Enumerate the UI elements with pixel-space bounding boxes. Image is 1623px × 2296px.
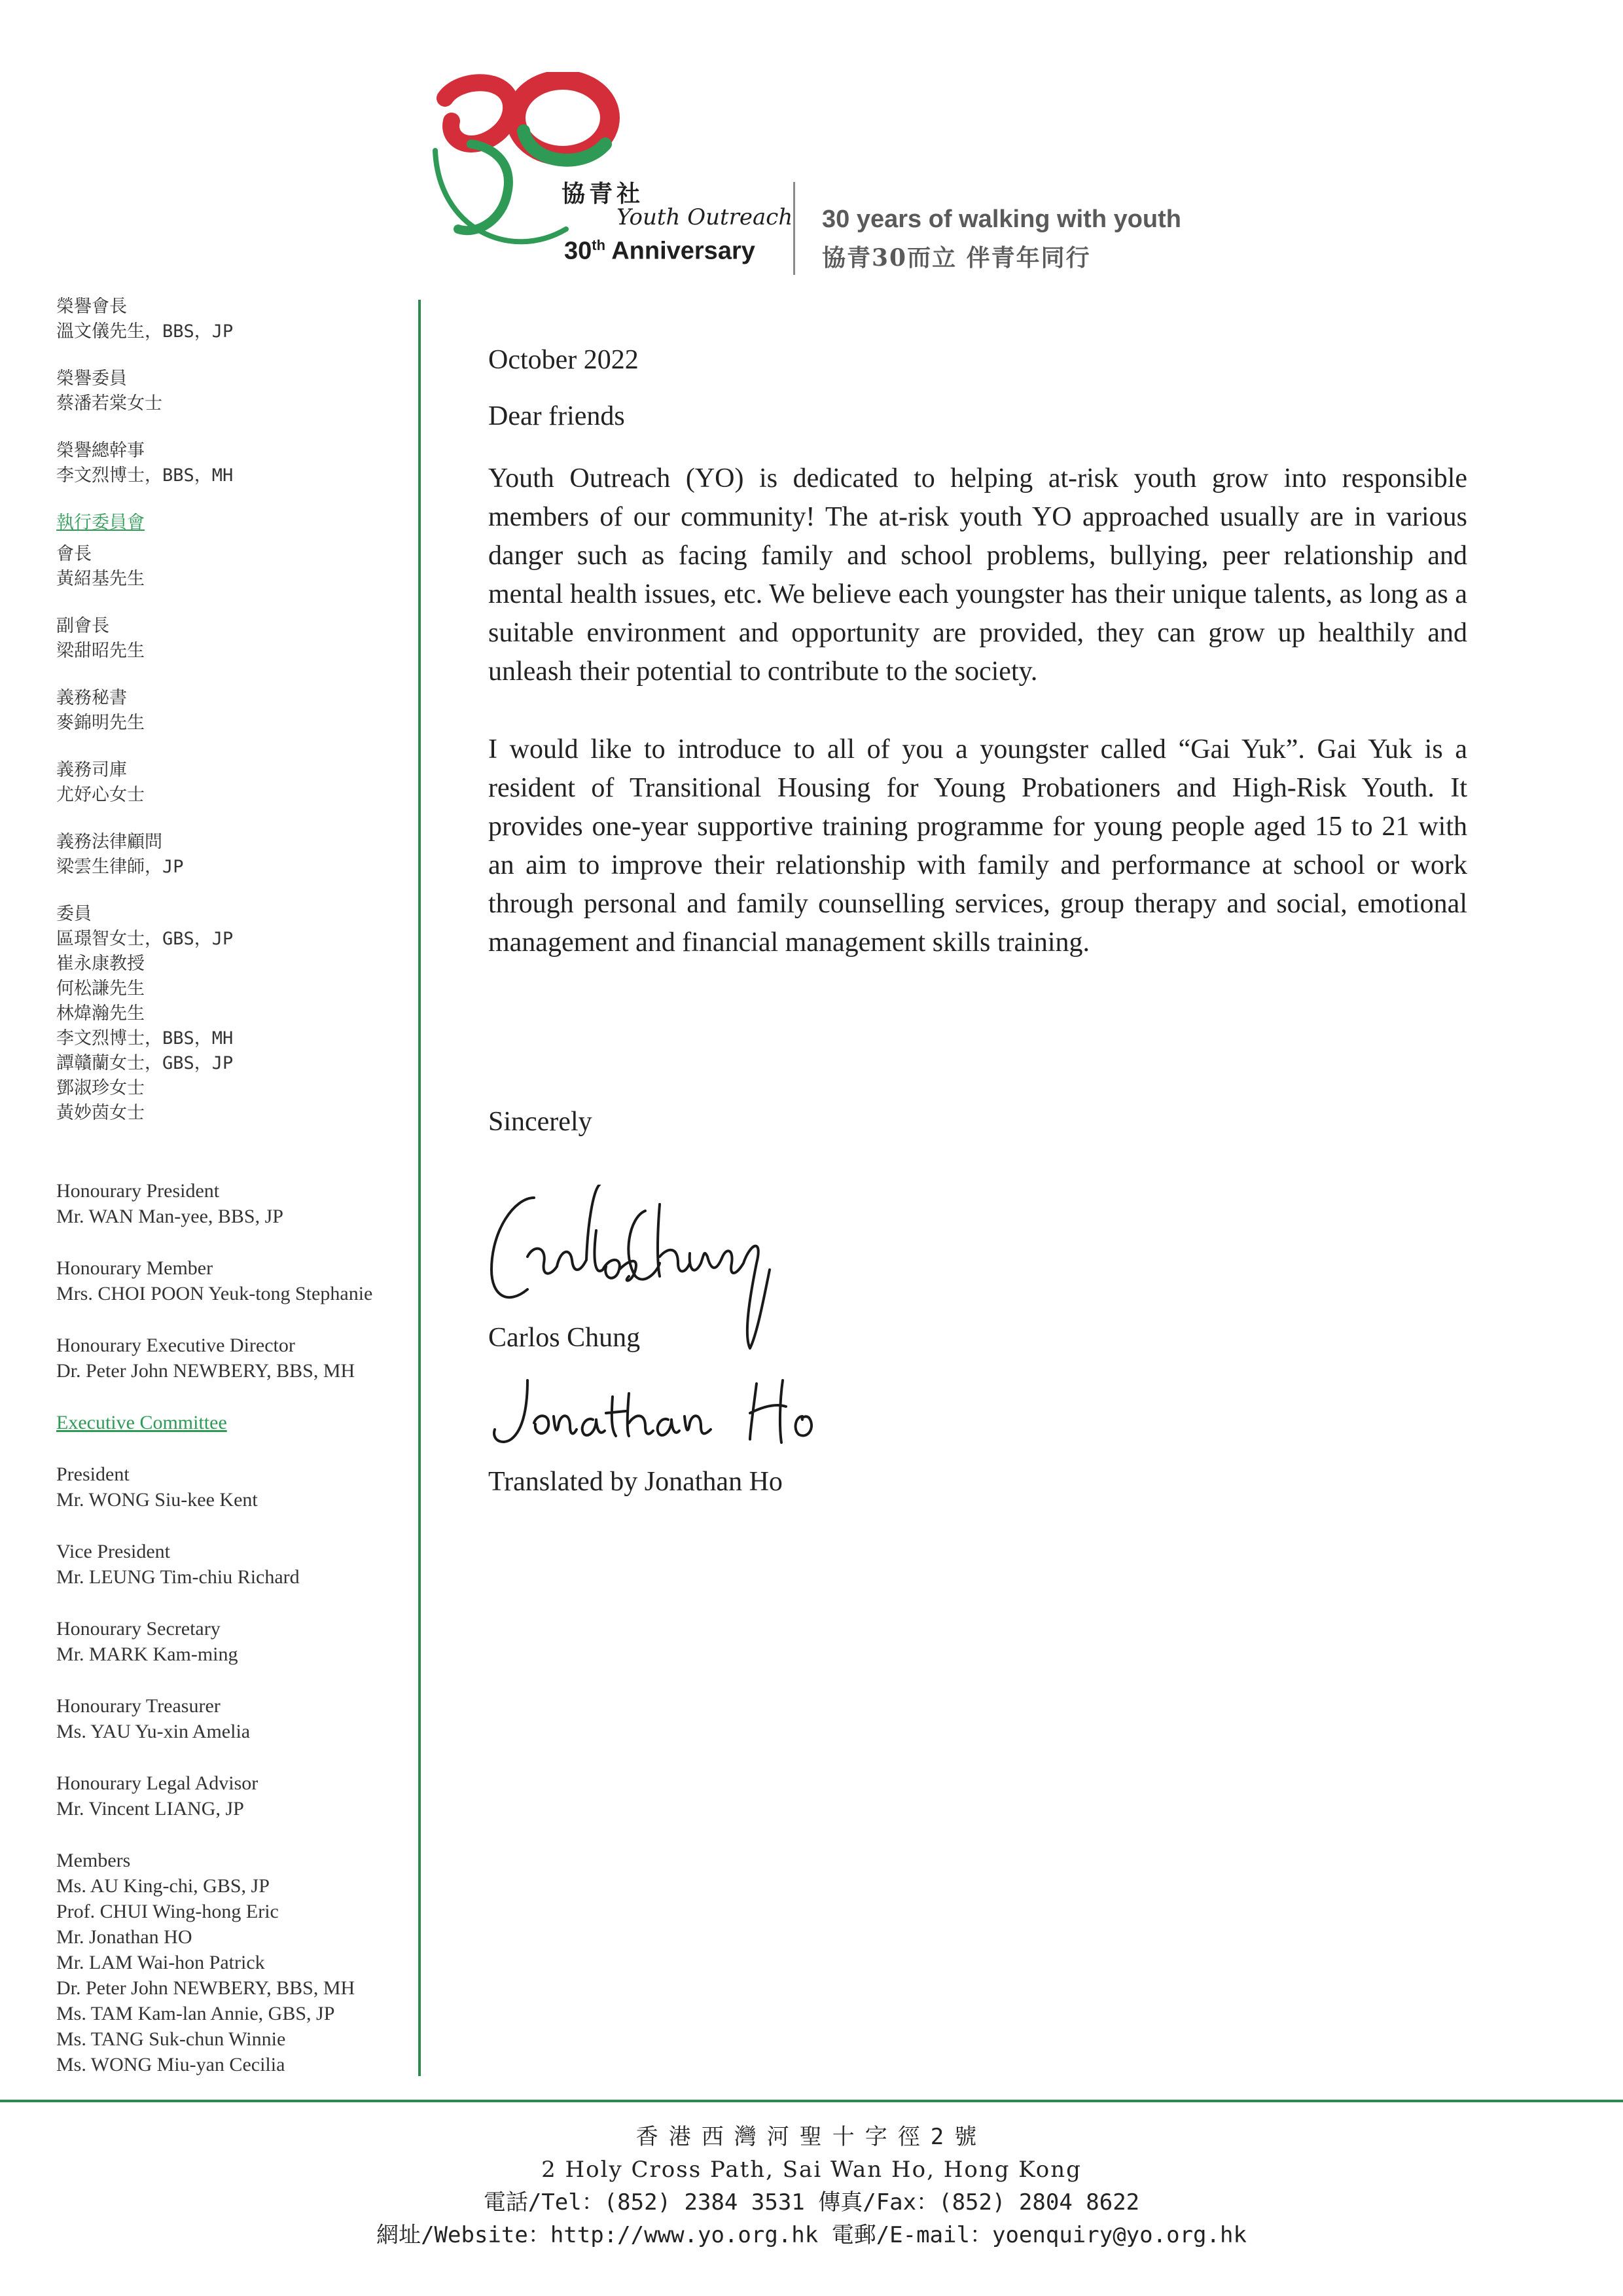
- committee-member: Ms. TAM Kam-lan Annie, GBS, JP: [56, 2003, 335, 2024]
- footer-divider: [0, 2100, 1623, 2102]
- committee-member: Prof. CHUI Wing-hong Eric: [56, 1901, 279, 1922]
- logo-chinese-name: 協青社: [562, 180, 645, 207]
- anniversary-label: [564, 237, 755, 266]
- salutation: Dear friends: [488, 401, 625, 431]
- committee-group: [56, 830, 423, 880]
- yo-30-anniversary-logo: [432, 72, 641, 262]
- address-english: 2 Holy Cross Path, Sai Wan Ho, Hong Kong: [541, 2157, 1082, 2183]
- committee-member: Ms. WONG Miu-yan Cecilia: [56, 2054, 285, 2075]
- jonathan-ho-signature: [488, 1377, 829, 1449]
- sidebar-chinese-section: [56, 295, 423, 1126]
- committee-group: [56, 902, 423, 1126]
- committee-title: 義務秘書: [56, 688, 127, 708]
- committee-member: Mr. Vincent LIANG, JP: [56, 1798, 244, 1820]
- committee-group: [56, 686, 423, 736]
- phone-fax-line: 電話/Tel：(852) 2384 3531 傳真/Fax：(852) 2804 8622: [483, 2189, 1140, 2215]
- website-email-line: 網址/Website：http://www.yo.org.hk 電郵/E-mail：yoenquiry@yo.org.hk: [376, 2222, 1247, 2248]
- committee-title: Honourary Executive Director: [56, 1335, 295, 1356]
- committee-member: Mrs. CHOI POON Yeuk-tong Stephanie: [56, 1283, 373, 1304]
- committee-title: 榮譽委員: [56, 368, 127, 389]
- committee-member: Mr. MARK Kam-ming: [56, 1643, 238, 1665]
- committee-member: Dr. Peter John NEWBERY, BBS, MH: [56, 1360, 355, 1382]
- exec-committee-heading-zh: 執行委員會: [56, 512, 145, 533]
- committee-title: Honourary President: [56, 1180, 220, 1202]
- committee-title: Vice President: [56, 1541, 170, 1562]
- committee-title: 委員: [56, 904, 92, 924]
- signer-name: Carlos Chung: [488, 1323, 641, 1353]
- committee-member: Mr. WONG Siu-kee Kent: [56, 1489, 258, 1511]
- committee-member: 黃妙茵女士: [56, 1103, 145, 1123]
- committee-title: Honourary Legal Advisor: [56, 1772, 259, 1794]
- committee-member: 李文烈博士，BBS，MH: [56, 465, 234, 486]
- committee-member: 譚贛蘭女士，GBS，JP: [56, 1053, 234, 1073]
- committee-group: [56, 439, 423, 488]
- committee-title: 榮譽會長: [56, 296, 127, 317]
- committee-member: 區璟智女士，GBS，JP: [56, 929, 234, 949]
- slogan-chinese: 協青30而立 伴青年同行: [822, 244, 1091, 272]
- committee-group: [56, 1333, 423, 1384]
- committee-member: 何松謙先生: [56, 978, 145, 999]
- committee-member: 麥錦明先生: [56, 713, 145, 733]
- committee-title: 義務法律顧問: [56, 832, 162, 852]
- committee-title: 會長: [56, 544, 92, 564]
- committee-member: Mr. Jonathan HO: [56, 1926, 192, 1948]
- header-divider: [793, 182, 795, 275]
- committee-title: President: [56, 1463, 130, 1485]
- committee-member: Dr. Peter John NEWBERY, BBS, MH: [56, 1977, 355, 1999]
- anniversary-number: 30: [564, 237, 592, 265]
- committee-title: Members: [56, 1850, 131, 1871]
- slogan-english: 30 years of walking with youth: [822, 206, 1182, 233]
- committee-title: 副會長: [56, 616, 109, 636]
- committee-group: [56, 1770, 423, 1821]
- committee-member: 鄧淑珍女士: [56, 1078, 145, 1098]
- translator-name: Translated by Jonathan Ho: [488, 1467, 783, 1497]
- committee-group: [56, 1255, 423, 1306]
- committee-group: [56, 1462, 423, 1513]
- committee-group: [56, 1178, 423, 1229]
- committee-group: [56, 1848, 423, 2077]
- closing: Sincerely: [488, 1107, 592, 1137]
- committee-member: 李文烈博士，BBS，MH: [56, 1028, 234, 1049]
- letter-body: [488, 340, 1467, 1001]
- committee-member: 尤妤心女士: [56, 785, 145, 805]
- committee-group: [56, 367, 423, 416]
- committee-title: Honourary Member: [56, 1257, 213, 1279]
- committee-title: Honourary Secretary: [56, 1618, 221, 1640]
- committee-member: 梁雲生律師，JP: [56, 857, 184, 877]
- committee-group: [56, 614, 423, 664]
- exec-committee-heading-en: Executive Committee: [56, 1412, 227, 1433]
- anniversary-word: Anniversary: [611, 237, 755, 265]
- committee-title: 義務司庫: [56, 760, 127, 780]
- committee-member: 蔡潘若棠女士: [56, 393, 162, 414]
- committee-group: [56, 1693, 423, 1744]
- anniversary-suffix: th: [592, 237, 606, 253]
- letterhead: [0, 0, 1623, 288]
- logo-english-name: Youth Outreach: [616, 204, 793, 230]
- committee-member: Ms. TANG Suk-chun Winnie: [56, 2028, 286, 2050]
- committee-group: [56, 758, 423, 808]
- committee-member: 崔永康教授: [56, 954, 145, 974]
- footer: [0, 2121, 1623, 2251]
- committee-member: Mr. LEUNG Tim-chiu Richard: [56, 1566, 300, 1588]
- committee-member: Ms. YAU Yu-xin Amelia: [56, 1721, 251, 1742]
- committee-member: 溫文儀先生，BBS，JP: [56, 321, 234, 342]
- committee-member: 林煒瀚先生: [56, 1003, 145, 1024]
- address-chinese: 香港西灣河聖十字徑2號: [635, 2124, 988, 2150]
- committee-group: [56, 295, 423, 344]
- committee-title: 榮譽總幹事: [56, 440, 145, 461]
- committee-group: [56, 1616, 423, 1667]
- letter-date: October 2022: [488, 345, 639, 375]
- body-paragraph: I would like to introduce to all of you a youngster called “Gai Yuk”. Gai Yuk is a resident of Transitional Housing for Young Probationers and High-Risk Youth. It provides one-year supportive training programme for young people aged 15 to 21 with an aim to improve their relationship with family and performance at school or work through personal and family counselling services, group therapy and social, emotional management and financial management skills training.: [488, 734, 1467, 958]
- committee-member: Mr. WAN Man-yee, BBS, JP: [56, 1206, 283, 1227]
- committee-member: 黃紹基先生: [56, 569, 145, 589]
- committee-sidebar: [56, 295, 423, 2104]
- body-paragraph: Youth Outreach (YO) is dedicated to helping at-risk youth grow into responsible members of our community! The at-risk youth YO approached usually are in various danger such as facing family and school problems, bullying, peer relationship and mental health issues, etc. We believe each youngster has their unique talents, as long as a suitable environment and opportunity are provided, they can grow up healthily and unleash their potential to contribute to the society.: [488, 463, 1467, 687]
- committee-group: [56, 1539, 423, 1590]
- committee-member: Ms. AU King-chi, GBS, JP: [56, 1875, 270, 1897]
- sidebar-divider: [418, 300, 421, 2076]
- committee-member: 梁甜昭先生: [56, 641, 145, 661]
- committee-member: Mr. LAM Wai-hon Patrick: [56, 1952, 265, 1973]
- committee-group: [56, 542, 423, 592]
- sidebar-english-section: [56, 1178, 423, 2077]
- committee-title: Honourary Treasurer: [56, 1695, 221, 1717]
